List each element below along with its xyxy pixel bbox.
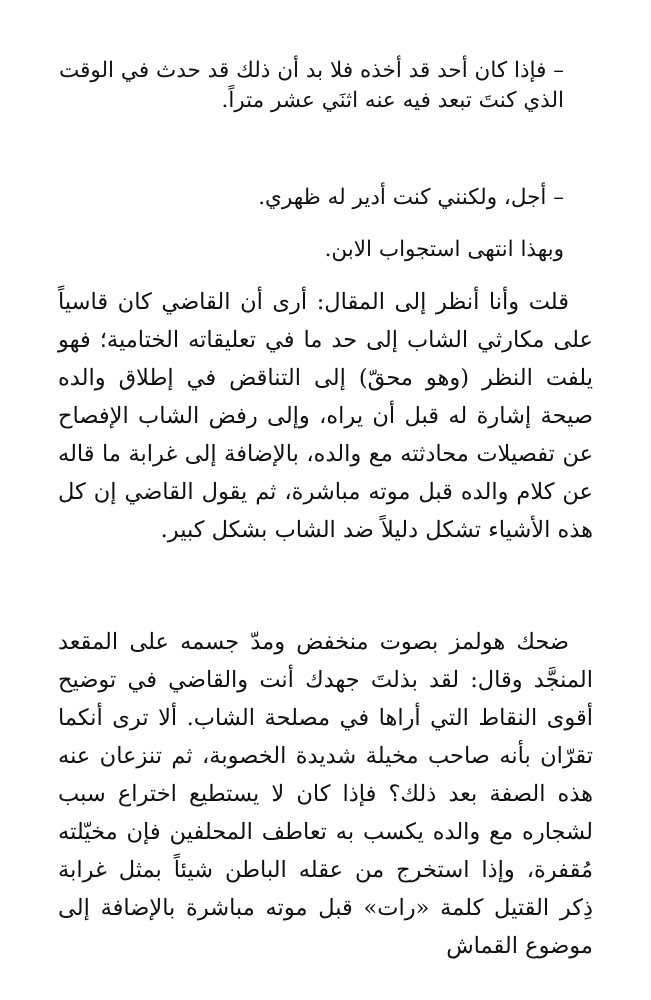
dialogue-line-1: – فإذا كان أحد قد أخذه فلا بد أن ذلك قد حدث في الوقت الذي كنتَ تبعد فيه عنه اثنَي عشر متراً. [59, 58, 564, 113]
dialogue-line-3: وبهذا انتهى استجواب الابن. [324, 237, 564, 262]
dialogue-line-2: – أجل، ولكنني كنت أدير له ظهري. [258, 185, 564, 210]
paragraph-2: ضحك هولمز بصوت منخفض ومدّ جسمه على المقعد المنجَّد وقال: لقد بذلتَ جهدك أنت والقاضي في توضيح أقوى النقاط التي أراها في مصلحة الشاب. ألا ترى أنكما تقرّان بأنه صاحب مخيلة شديدة الخصوبة، ثم تنزعان عنه هذه الصفة بعد ذلك؟ فإذا كان لا يستطيع اختراع سبب لشجاره مع والده يكسب به تعاطف المحلفين فإن مخيّلته مُقفرة، وإذا استخرج من عقله الباطن شيئاً بمثل غرابة ذِكر القتيل كلمة «رات» قبل موته مباشرة بالإضافة إلى موضوع القماش [58, 629, 593, 959]
paragraph-1: قلت وأنا أنظر إلى المقال: أرى أن القاضي كان قاسياً على مكارثي الشاب إلى حد ما في تعليقاته الختامية؛ فهو يلفت النظر (وهو محقّ) إلى التناقض في إطلاق والده صيحة إشارة له قبل أن يراه، وإلى رفض الشاب الإفصاح عن تفصيلات محادثته مع والده، بالإضافة إلى غرابة ما قاله عن كلام والده قبل موته مباشرة، ثم يقول القاضي إن كل هذه الأشياء تشكل دليلاً ضد الشاب بشكل كبير. [58, 289, 593, 543]
